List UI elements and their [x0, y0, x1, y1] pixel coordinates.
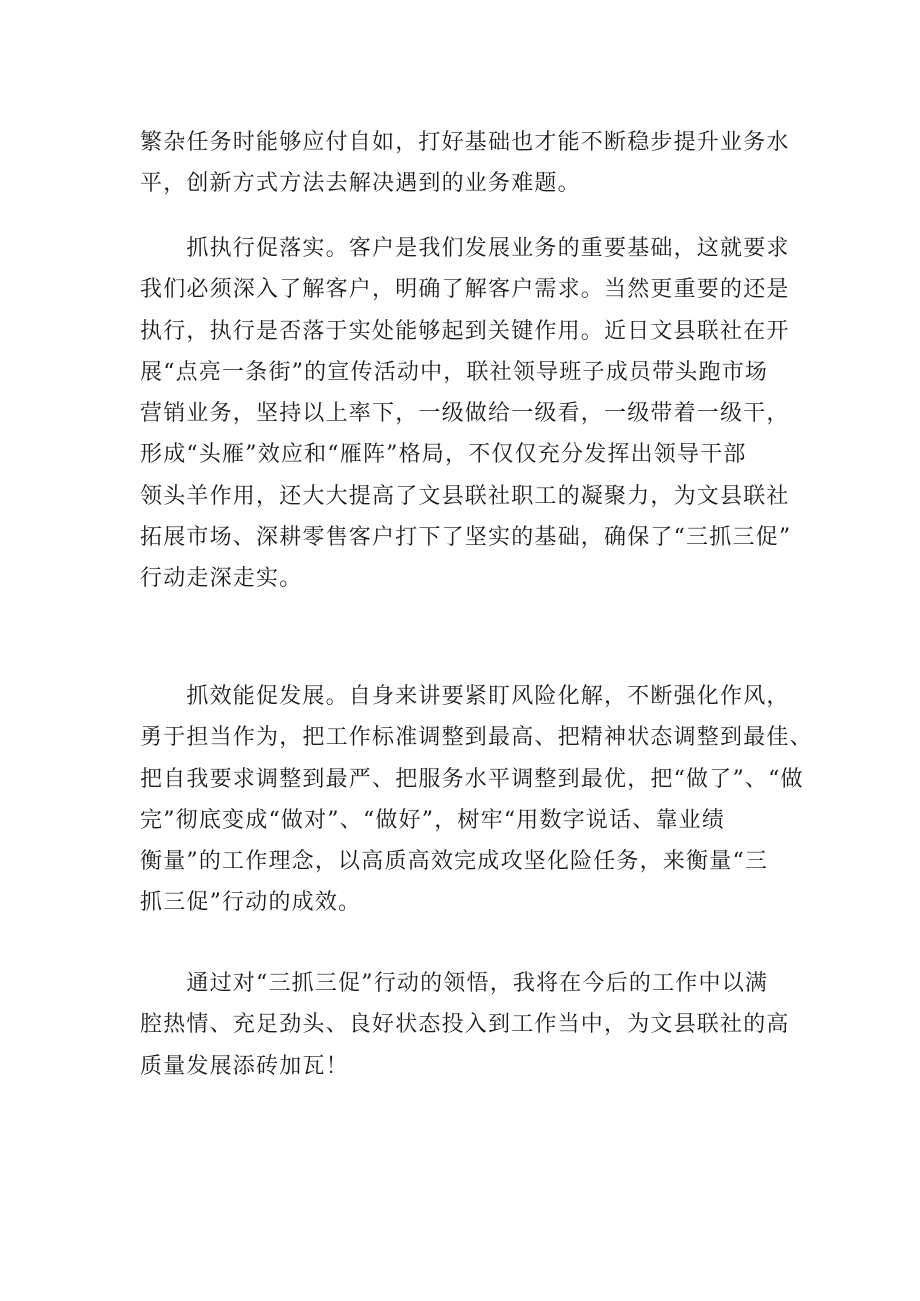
paragraph-line: 抓执行促落实。客户是我们发展业务的重要基础，这就要求 [140, 236, 790, 261]
paragraph-line: 展“点亮一条街”的宣传活动中，联社领导班子成员带头跑市场 [140, 359, 769, 385]
paragraph-line: 勇于担当作为，把工作标准调整到最高、把精神状态调整到最佳、 [140, 725, 813, 751]
paragraph-line: 形成“头雁”效应和“雁阵”格局，不仅仅充分发挥出领导干部 [140, 442, 747, 468]
paragraph-line: 质量发展添砖加瓦！ [140, 1053, 349, 1079]
paragraph-2 [140, 228, 792, 600]
paragraph-line: 拓展市场、深耕零售客户打下了坚实的基础，确保了“三抓三促” [140, 525, 792, 551]
paragraph-line: 腔热情、充足劲头、良好状态投入到工作当中，为文县联社的高 [140, 1012, 790, 1038]
paragraph-line: 行动走深走实。 [140, 566, 303, 592]
paragraph-3 [140, 676, 813, 924]
paragraph-line: 把自我要求调整到最严、把服务水平调整到最优，把“做了”、“做 [140, 766, 804, 792]
paragraph-line: 平，创新方式方法去解决遇到的业务难题。 [140, 171, 581, 197]
paragraph-line: 领头羊作用，还大大提高了文县联社职工的凝聚力，为文县联社 [140, 483, 790, 509]
paragraph-line: 通过对“三抓三促”行动的领悟，我将在今后的工作中以满 [140, 971, 769, 996]
paragraph-1 [140, 122, 790, 205]
paragraph-line: 我们必须深入了解客户，明确了解客户需求。当然更重要的还是 [140, 277, 790, 303]
paragraph-line: 繁杂任务时能够应付自如，打好基础也才能不断稳步提升业务水 [140, 130, 790, 155]
paragraph-line: 抓三促”行动的成效。 [140, 890, 362, 916]
paragraph-line: 营销业务，坚持以上率下，一级做给一级看，一级带着一级干， [140, 401, 790, 427]
paragraph-line: 执行，执行是否落于实处能够起到关键作用。近日文县联社在开 [140, 318, 790, 344]
paragraph-4 [140, 963, 790, 1087]
paragraph-line: 完”彻底变成“做对”、“做好”，树牢“用数字说话、靠业绩 [140, 807, 726, 833]
paragraph-line: 衡量”的工作理念，以高质高效完成攻坚化险任务，来衡量“三 [140, 849, 769, 875]
paragraph-line: 抓效能促发展。自身来讲要紧盯风险化解，不断强化作风， [140, 684, 790, 709]
